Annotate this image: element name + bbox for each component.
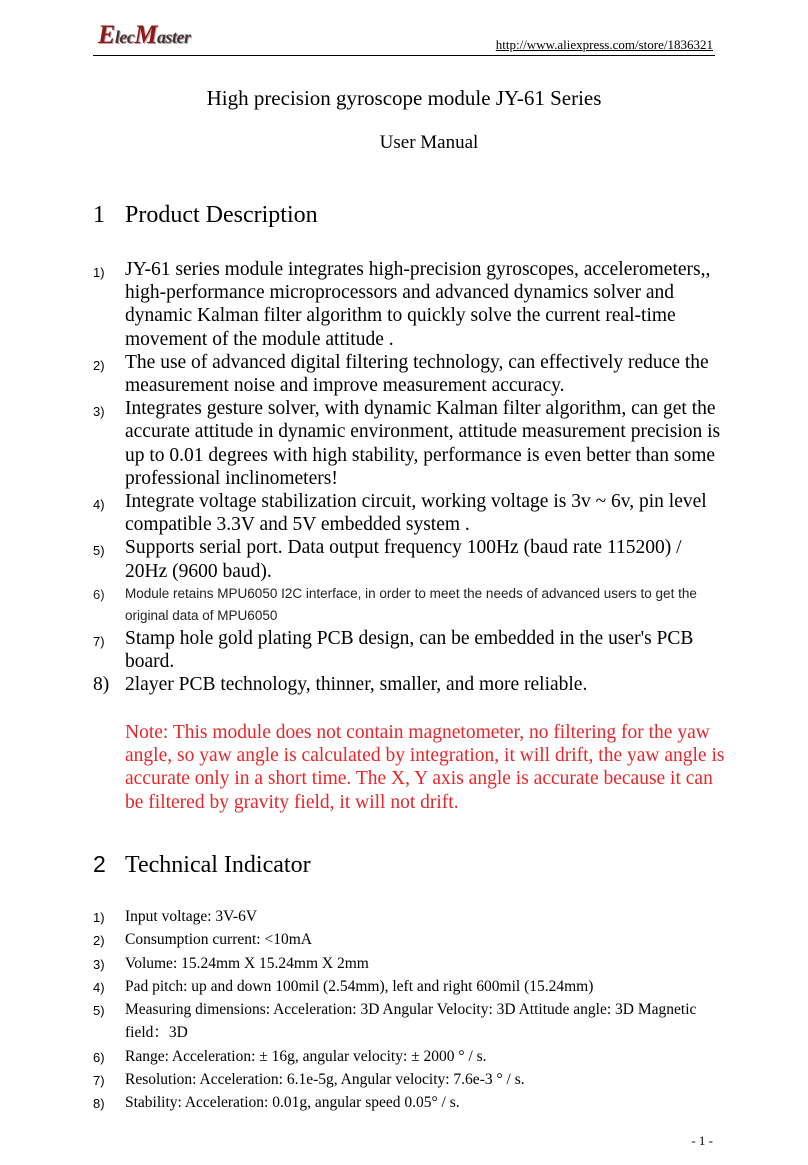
list-item-text: JY-61 series module integrates high-precision gyroscopes, accelerometers,, high-performance microprocessors and advanced dynamics solver and dynamic Kalman filter algorithm to quickly solve the current real-time movement of the module attitude . — [125, 259, 711, 350]
list-marker: 2) — [93, 357, 105, 373]
list-marker: 6) — [93, 1049, 105, 1065]
list-marker: 8) — [93, 674, 110, 696]
magnetometer-note: Note: This module does not contain magnetometer, no filtering for the yaw angle, so yaw angle is calculated by integration, it will drift, the yaw angle is accurate only in a short time. The X, Y axis angle is accurate because it can be filtered by gravity field, it will not drift. — [125, 722, 725, 813]
list-item-text: Integrate voltage stabilization circuit, working voltage is 3v ~ 6v, pin level compatible 3.3V and 5V embedded system . — [125, 491, 707, 536]
list-item-text: Stamp hole gold plating PCB design, can be embedded in the user's PCB board. — [125, 627, 694, 673]
list-item-text: The use of advanced digital filtering technology, can effectively reduce the measurement noise and improve measurement accuracy. — [125, 351, 709, 397]
list-item — [93, 490, 723, 536]
document-subtitle: User Manual — [379, 132, 479, 153]
page-number: - 1 - — [691, 1133, 713, 1148]
list-item-text: Volume: 15.24mm X 15.24mm X 2mm — [125, 954, 369, 972]
list-item-text: Supports serial port. Data output frequency 100Hz (baud rate 115200) / 20Hz (9600 baud). — [125, 537, 682, 582]
list-item — [93, 673, 723, 696]
list-item — [93, 952, 733, 975]
list-item-text: Pad pitch: up and down 100mil (2.54mm), left and right 600mil (15.24mm) — [125, 977, 594, 995]
store-link[interactable]: http://www.aliexpress.com/store/1836321 — [495, 37, 713, 52]
list-marker: 4) — [93, 979, 105, 995]
list-item-text: Resolution: Acceleration: 6.1e-5g, Angular velocity: 7.6e-3 ° / s. — [125, 1071, 525, 1089]
list-item-text: Module retains MPU6050 I2C interface, in order to meet the needs of advanced users to get the original data of MPU6050 — [125, 585, 697, 623]
list-item-text: Integrates gesture solver, with dynamic Kalman filter algorithm, can get the accurate attitude in dynamic environment, attitude measurement precision is up to 0.01 degrees with high stability, performance is even better than some professional inclinometers! — [125, 398, 721, 489]
list-item-text: Measuring dimensions: Acceleration: 3D Angular Velocity: 3D Attitude angle: 3D Magnetic field：3D — [125, 1001, 697, 1042]
list-marker: 7) — [93, 633, 105, 649]
list-item — [93, 536, 723, 582]
list-item-text: Stability: Acceleration: 0.01g, angular speed 0.05° / s. — [125, 1094, 460, 1112]
list-item — [93, 627, 723, 673]
section-1-number: 1 — [93, 202, 105, 228]
list-item — [93, 583, 723, 627]
technical-indicator-list — [93, 905, 733, 1115]
list-item-text: Input voltage: 3V-6V — [125, 908, 258, 925]
section-1-heading — [93, 202, 318, 229]
list-marker: 4) — [93, 497, 105, 513]
list-marker: 8) — [93, 1096, 105, 1112]
header-divider — [93, 55, 715, 56]
list-item — [93, 1068, 733, 1091]
product-description-list — [93, 258, 723, 696]
document-title: High precision gyroscope module JY-61 Series — [206, 86, 602, 110]
list-item-text: Range: Acceleration: ± 16g, angular velocity: ± 2000 ° / s. — [125, 1047, 487, 1065]
list-item — [93, 928, 733, 951]
section-2-number: 2 — [93, 851, 106, 877]
list-item-text: 2layer PCB technology, thinner, smaller, and more reliable. — [125, 674, 588, 696]
list-item — [93, 258, 723, 351]
list-item — [93, 1091, 733, 1114]
list-marker: 2) — [93, 933, 105, 949]
list-item — [93, 998, 733, 1045]
list-marker: 3) — [93, 956, 105, 972]
section-2-title: Technical Indicator — [125, 852, 311, 878]
list-marker: 6) — [93, 586, 105, 602]
logo-letter-m: M — [134, 20, 157, 49]
list-item — [93, 1045, 733, 1068]
section-1-title: Product Description — [125, 202, 318, 228]
list-marker: 1) — [93, 910, 105, 925]
list-marker: 5) — [93, 543, 105, 559]
list-marker: 7) — [93, 1073, 105, 1089]
logo-letter-e: E — [98, 20, 115, 49]
list-marker: 5) — [93, 1003, 105, 1019]
list-item — [93, 975, 733, 998]
section-2-heading — [93, 851, 311, 879]
logo-text-lec: lec — [114, 27, 135, 47]
list-item-text: Consumption current: <10mA — [125, 931, 312, 949]
list-marker: 3) — [93, 404, 105, 420]
logo-text-aster: aster — [156, 27, 191, 47]
list-marker: 1) — [93, 265, 105, 280]
list-item — [93, 397, 723, 490]
list-item — [93, 905, 733, 928]
list-item — [93, 351, 723, 397]
elecmaster-logo — [98, 20, 190, 50]
